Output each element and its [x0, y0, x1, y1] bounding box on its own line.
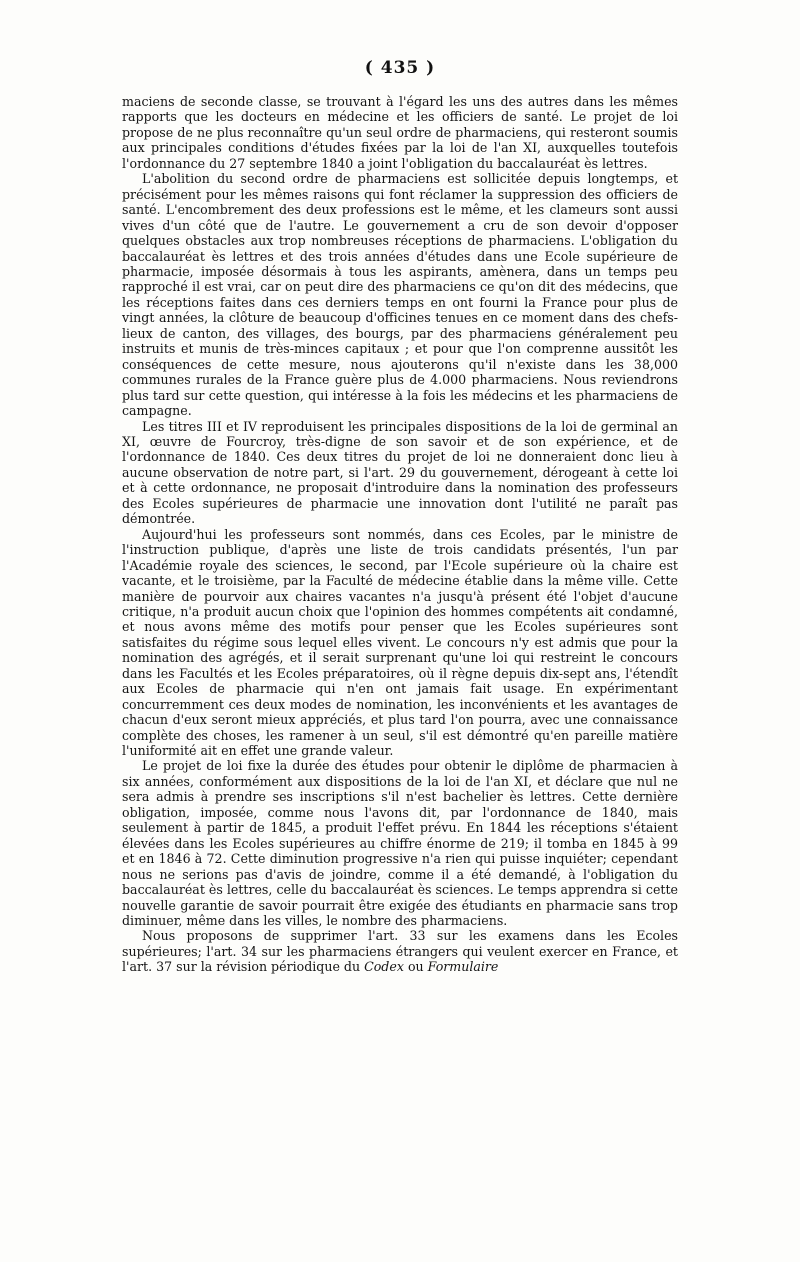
paragraph-study-duration: Le projet de loi fixe la durée des études pour obtenir le diplôme de pharmacien à six années, conformément aux dispositions de la loi de l'an XI, et déclare que nul ne sera admis à prendre ses inscriptions s'il n'est bachelier ès lettres. Cette dernière obligation, imposée, comme nous l'avons dit, par l'ordonnance de 1840, mais seulement à partir de 1845, a produit l'effet prévu. En 1844 les réceptions s'étaient élevées dans les Ecoles supérieures au chiffre énorme de 219; il tomba en 1845 à 99 et en 1846 à 72. Cette diminution progressive n'a rien qui puisse inquiéter; cependant nous ne serions pas d'avis de joindre, comme il a été demandé, à l'obligation du baccalauréat ès lettres, celle du baccalauréat ès sciences. Le temps apprendra si cette nouvelle garantie de savoir pourrait être exigée des étudiants en pharmacie sans trop diminuer, même dans les villes, le nombre des pharmaciens. — [122, 758, 678, 929]
paragraph-suppression-text: Nous proposons de supprimer l'art. 33 sur les examens dans les Ecoles supérieures; l'art. 34 sur les pharmaciens étrangers qui veulent exercer en France, et l'art. 37 sur la révision périodique du — [122, 928, 678, 975]
formulaire-term: Formulaire — [427, 959, 499, 975]
paragraph-titles-iii-iv: Les titres III et IV reproduisent les principales dispositions de la loi de germinal an XI, œuvre de Fourcroy, très-digne de son savoir et de son expérience, et de l'ordonnance de 1840. Ces deux titres du projet de loi ne donneraient donc lieu à aucune observation de notre part, si l'art. 29 du gouvernement, dérogeant à cette loi et à cette ordonnance, ne proposait d'introduire dans la nomination des professeurs des Ecoles supérieures de pharmacie une innovation dont l'utilité ne paraît pas démontrée. — [122, 418, 678, 527]
page-number: ( 435 ) — [364, 58, 436, 78]
codex-term: Codex — [364, 959, 404, 975]
conjunction-ou: ou — [403, 959, 428, 975]
paragraph-abolition-second-order: L'abolition du second ordre de pharmaciens est sollicitée depuis longtemps, et précisément pour les mêmes raisons qui font réclamer la suppression des officiers de santé. L'encombrement des deux professions est le même, et les clameurs sont aussi vives d'un côté que de l'autre. Le gouvernement a cru de son devoir d'opposer quelques obstacles aux trop nombreuses réceptions de pharmaciens. L'obligation du baccalauréat ès lettres et des trois années d'études dans une Ecole supérieure de pharmacie, imposée désormais à tous les aspirants, amènera, dans un temps peu rapproché il est vrai, car on peut dire des pharmaciens ce qu'on dit des médecins, que les réceptions faites dans ces derniers temps en ont fourni la France pour plus de vingt années, la clôture de beaucoup d'officines tenues en ce moment dans des chefs-lieux de canton, des villages, des bourgs, par des pharmaciens généralement peu instruits et munis de très-minces capitaux ; et pour que l'on comprenne aussitôt les conséquences de cette mesure, nous ajouterons qu'il n'existe dans les 38,000 communes rurales de la France guère plus de 4.000 pharmaciens. Nous reviendrons plus tard sur cette question, qui intéresse à la fois les médecins et les pharmaciens de campagne. — [122, 171, 678, 419]
paragraph-suppression-articles — [122, 928, 678, 974]
body-text — [122, 94, 678, 975]
paragraph-pharmacists-classes: maciens de seconde classe, se trouvant à l'égard les uns des autres dans les mêmes rapports que les docteurs en médecine et les officiers de santé. Le projet de loi propose de ne plus reconnaître qu'un seul ordre de pharmaciens, qui resteront soumis aux principales conditions d'études fixées par la loi de l'an XI, auxquelles toutefois l'ordonnance du 27 septembre 1840 a joint l'obligation du baccalauréat ès lettres. — [122, 94, 678, 171]
paragraph-professors-nomination: Aujourd'hui les professeurs sont nommés, dans ces Ecoles, par le ministre de l'instruction publique, d'après une liste de trois candidats présentés, l'un par l'Académie royale des sciences, le second, par l'Ecole supérieure où la chaire est vacante, et le troisième, par la Faculté de médecine établie dans la même ville. Cette manière de pourvoir aux chaires vacantes n'a jusqu'à présent été l'objet d'aucune critique, n'a produit aucun choix que l'opinion des hommes compétents ait condamné, et nous avons même des motifs pour penser que les Ecoles supérieures sont satisfaites du régime sous lequel elles vivent. Le concours n'y est admis que pour la nomination des agrégés, et il serait surprenant qu'une loi qui restreint le concours dans les Facultés et les Ecoles préparatoires, où il règne depuis dix-sept ans, l'étendît aux Ecoles de pharmacie qui n'en ont jamais fait usage. En expérimentant concurremment ces deux modes de nomination, les inconvénients et les avantages de chacun d'eux seront mieux appréciés, et plus tard l'on pourra, avec une connaissance complète des choses, les ramener à un seul, s'il est démontré qu'en pareille matière l'uniformité ait en effet une grande valeur. — [122, 526, 678, 759]
